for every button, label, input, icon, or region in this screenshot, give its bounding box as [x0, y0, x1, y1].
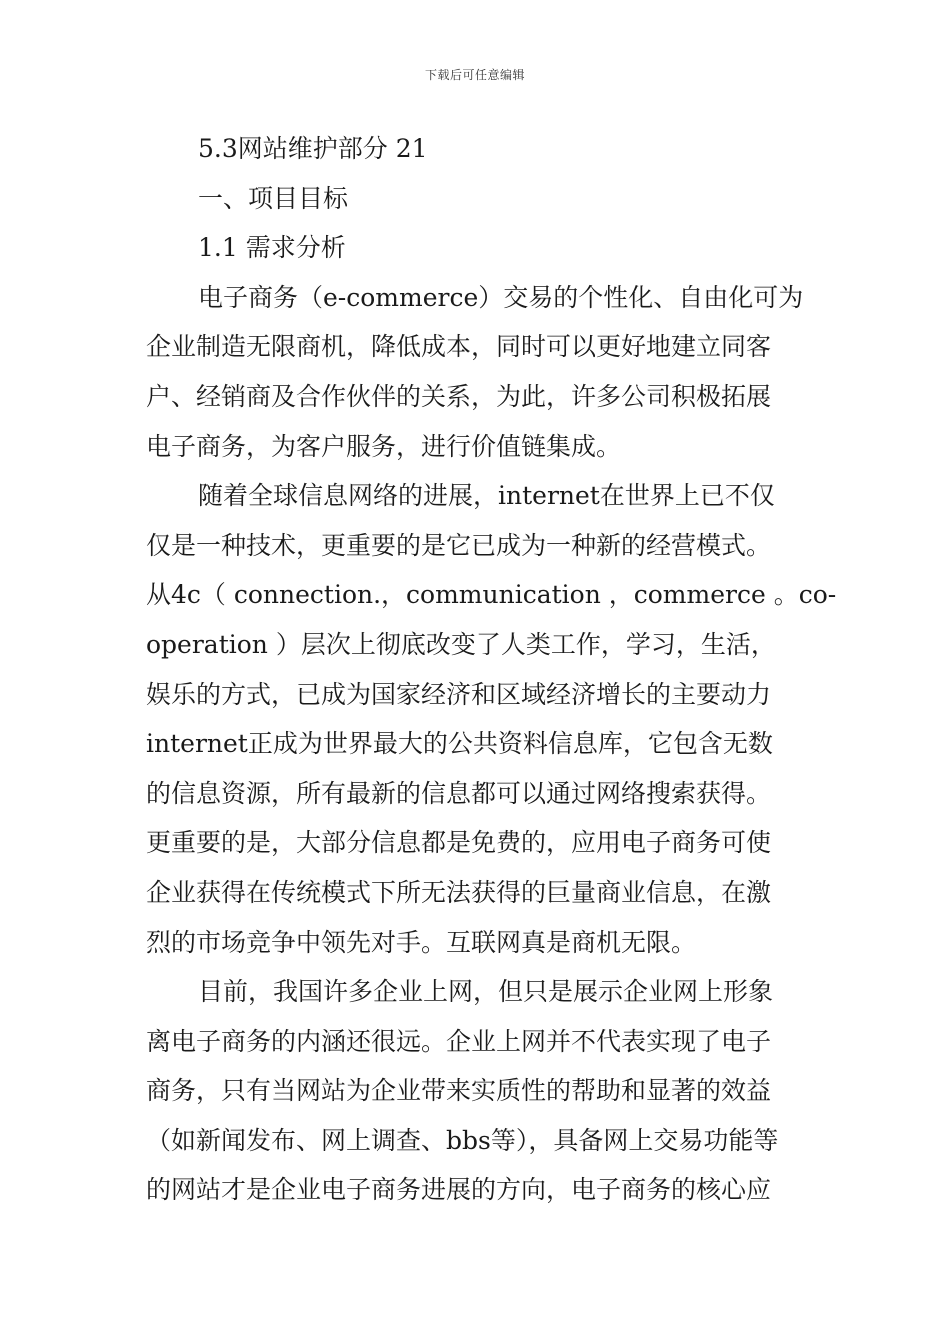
paragraph-line: 仅是一种技术，更重要的是它已成为一种新的经营模式。 [146, 530, 772, 560]
document-body [146, 124, 837, 1215]
paragraph-1 [146, 273, 806, 471]
paragraph-line: 更重要的是，大部分信息都是免费的，应用电子商务可使 [146, 828, 772, 858]
paragraph-2 [146, 471, 837, 967]
paragraph-line: 娱乐的方式，已成为国家经济和区域经济增长的主要动力 [146, 679, 772, 709]
paragraph-line: 企业获得在传统模式下所无法获得的巨量商业信息，在激 [146, 877, 772, 907]
paragraph-line: 从4c（ connection.，communication ，commerce 。co- [146, 580, 837, 610]
paragraph-line: 的信息资源，所有最新的信息都可以通过网络搜索获得。 [146, 778, 772, 808]
paragraph-line: 离电子商务的内涵还很远。企业上网并不代表实现了电子 [146, 1026, 772, 1056]
paragraph-line: internet正成为世界最大的公共资料信息库，它包含无数 [146, 729, 773, 759]
paragraph-line: 电子商务，为客户服务，进行价值链集成。 [146, 431, 622, 461]
paragraph-line: 烈的市场竞争中领先对手。互联网真是商机无限。 [146, 927, 697, 957]
paragraph-line: （如新闻发布、网上调查、bbs等），具备网上交易功能等 [146, 1125, 779, 1155]
paragraph-line: 随着全球信息网络的进展，internet在世界上已不仅 [198, 481, 775, 511]
paragraph-line: 的网站才是企业电子商务进展的方向，电子商务的核心应 [146, 1175, 772, 1205]
paragraph-line: 目前，我国许多企业上网，但只是展示企业网上形象 [198, 977, 774, 1007]
paragraph-line: 户、经销商及合作伙伴的关系，为此，许多公司积极拓展 [146, 381, 772, 411]
paragraph-line: 商务，只有当网站为企业带来实质性的帮助和显著的效益 [146, 1076, 772, 1106]
toc-entry: 5.3网站维护部分 21 [198, 134, 428, 163]
paragraph-line: operation ）层次上彻底改变了人类工作，学习，生活， [146, 629, 776, 659]
paragraph-3 [146, 967, 806, 1215]
page-header: 下载后可任意编辑 [424, 68, 525, 82]
subsection-heading: 1.1 需求分析 [198, 233, 346, 263]
section-heading: 一、项目目标 [198, 183, 349, 213]
paragraph-line: 企业制造无限商机，降低成本，同时可以更好地建立同客 [146, 332, 772, 362]
paragraph-line: 电子商务（e-commerce）交易的个性化、自由化可为 [198, 282, 804, 312]
